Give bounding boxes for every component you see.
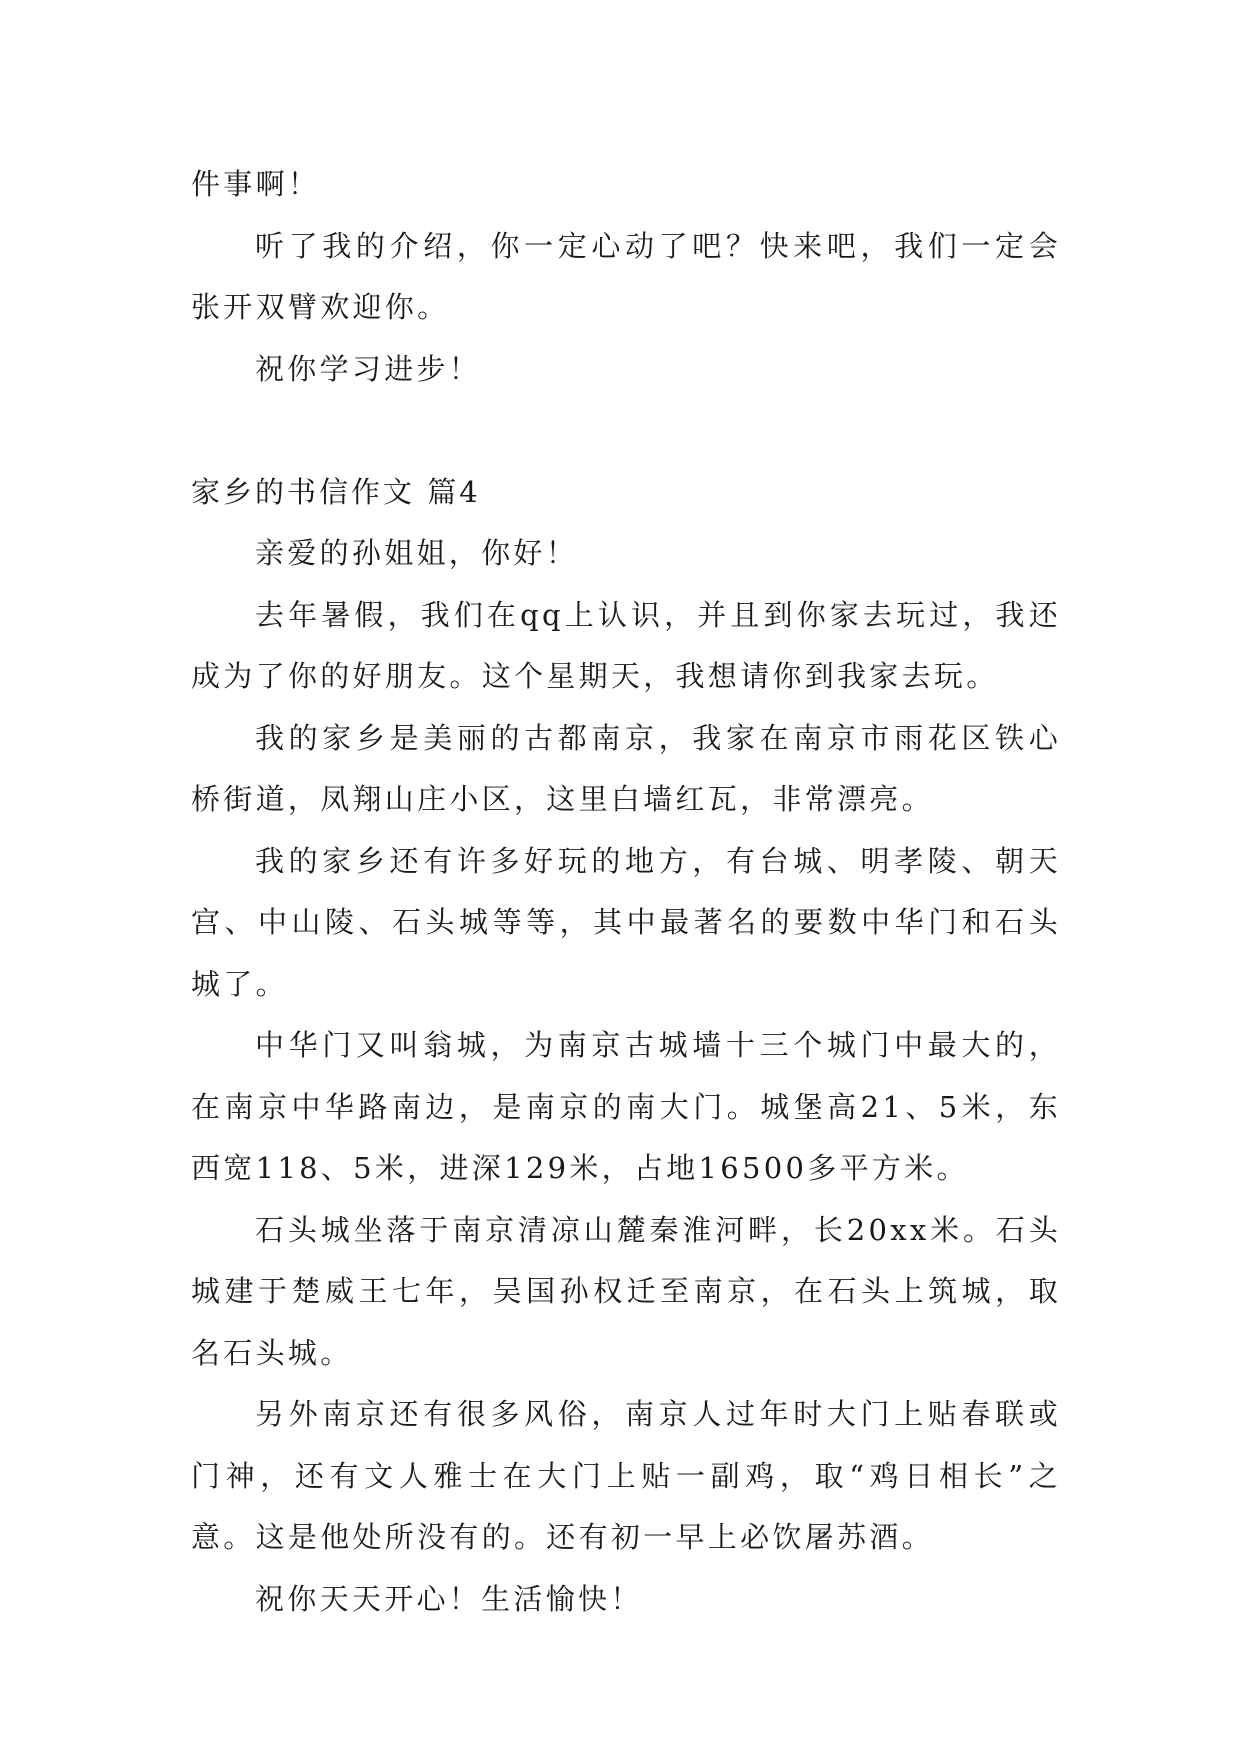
paragraph-intro: 去年暑假，我们在qq上认识，并且到你家去玩过，我还成为了你的好朋友。这个星期天，我想请你到我家去玩。 (191, 597, 1061, 693)
document-body (191, 154, 1061, 1630)
paragraph-shitoucheng: 石头城坐落于南京清凉山麓秦淮河畔，长20xx米。石头城建于楚威王七年，吴国孙权迁至南京，在石头上筑城，取名石头城。 (191, 1212, 1061, 1370)
paragraph-final-wish: 祝你天天开心！生活愉快！ (255, 1581, 643, 1616)
paragraph-closing-wish: 祝你学习进步！ (255, 351, 482, 386)
paragraph-hometown: 我的家乡是美丽的古都南京，我家在南京市雨花区铁心桥街道，凤翔山庄小区，这里白墙红瓦，非常漂亮。 (191, 720, 1061, 816)
paragraph-greeting: 亲爱的孙姐姐，你好！ (255, 536, 579, 570)
paragraph-customs: 另外南京还有很多风俗，南京人过年时大门上贴春联或门神，还有文人雅士在大门上贴一副鸡，取“鸡日相长”之意。这是他处所没有的。还有初一早上必饮屠苏酒。 (191, 1397, 1061, 1554)
section-title: 家乡的书信作文 篇4 (191, 474, 481, 509)
paragraph-continuation: 件事啊！ (191, 167, 321, 201)
paragraph-zhonghuamen: 中华门又叫翁城，为南京古城墙十三个城门中最大的，在南京中华路南边，是南京的南大门。城堡高21、5米，东西宽118、5米，进深129米，占地16500多平方米。 (191, 1028, 1061, 1185)
paragraph-places: 我的家乡还有许多好玩的地方，有台城、明孝陵、朝天宫、中山陵、石头城等等，其中最著名的要数中华门和石头城了。 (191, 843, 1061, 1001)
paragraph-invitation: 听了我的介绍，你一定心动了吧？快来吧，我们一定会张开双臂欢迎你。 (191, 228, 1061, 324)
